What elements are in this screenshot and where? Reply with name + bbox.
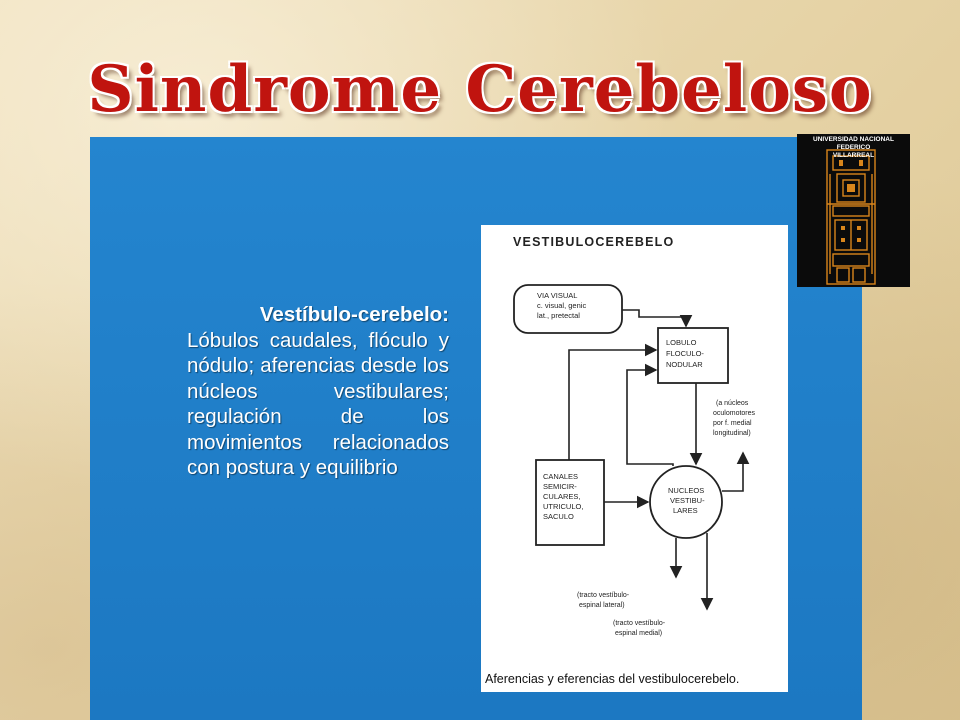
circle-nucleos-label: NUCLEOS VESTIBU- LARES (668, 486, 705, 515)
diagram-caption: Aferencias y eferencias del vestibulocerebelo. (485, 672, 740, 686)
note-oculomotores: (a núcleos oculomotores por f. medial longitudinal) (713, 400, 756, 437)
box-via-visual-label: VIA VISUAL c. visual, genic lat., pretectal (537, 291, 587, 320)
box-canales-label: CANALES SEMICIR- CULARES, UTRICULO, SACULO (543, 472, 584, 521)
university-logo (797, 134, 910, 287)
panel-body: Lóbulos caudales, flóculo y nódulo; aferencias desde los núcleos vestibulares; regulación de los movimientos relacionados con postura y equilibrio (187, 328, 449, 479)
note-tracto-lateral: (tracto vestíbulo- espinal lateral) (577, 592, 630, 609)
diagram-svg (481, 225, 788, 692)
vestibulocerebelo-diagram (481, 225, 788, 692)
panel-lead: Vestíbulo-cerebelo: (259, 303, 449, 326)
diagram-title: VESTIBULOCEREBELO (513, 235, 675, 249)
note-tracto-medial: (tracto vestíbulo- espinal medial) (613, 620, 666, 637)
panel-text (187, 302, 449, 481)
logo-text: UNIVERSIDAD NACIONAL FEDERICO VILLARREAL (813, 136, 894, 159)
slide-title: Sindrome Cerebeloso (87, 52, 873, 127)
box-lobulo-label: LOBULO FLOCULO- NODULAR (666, 338, 704, 369)
